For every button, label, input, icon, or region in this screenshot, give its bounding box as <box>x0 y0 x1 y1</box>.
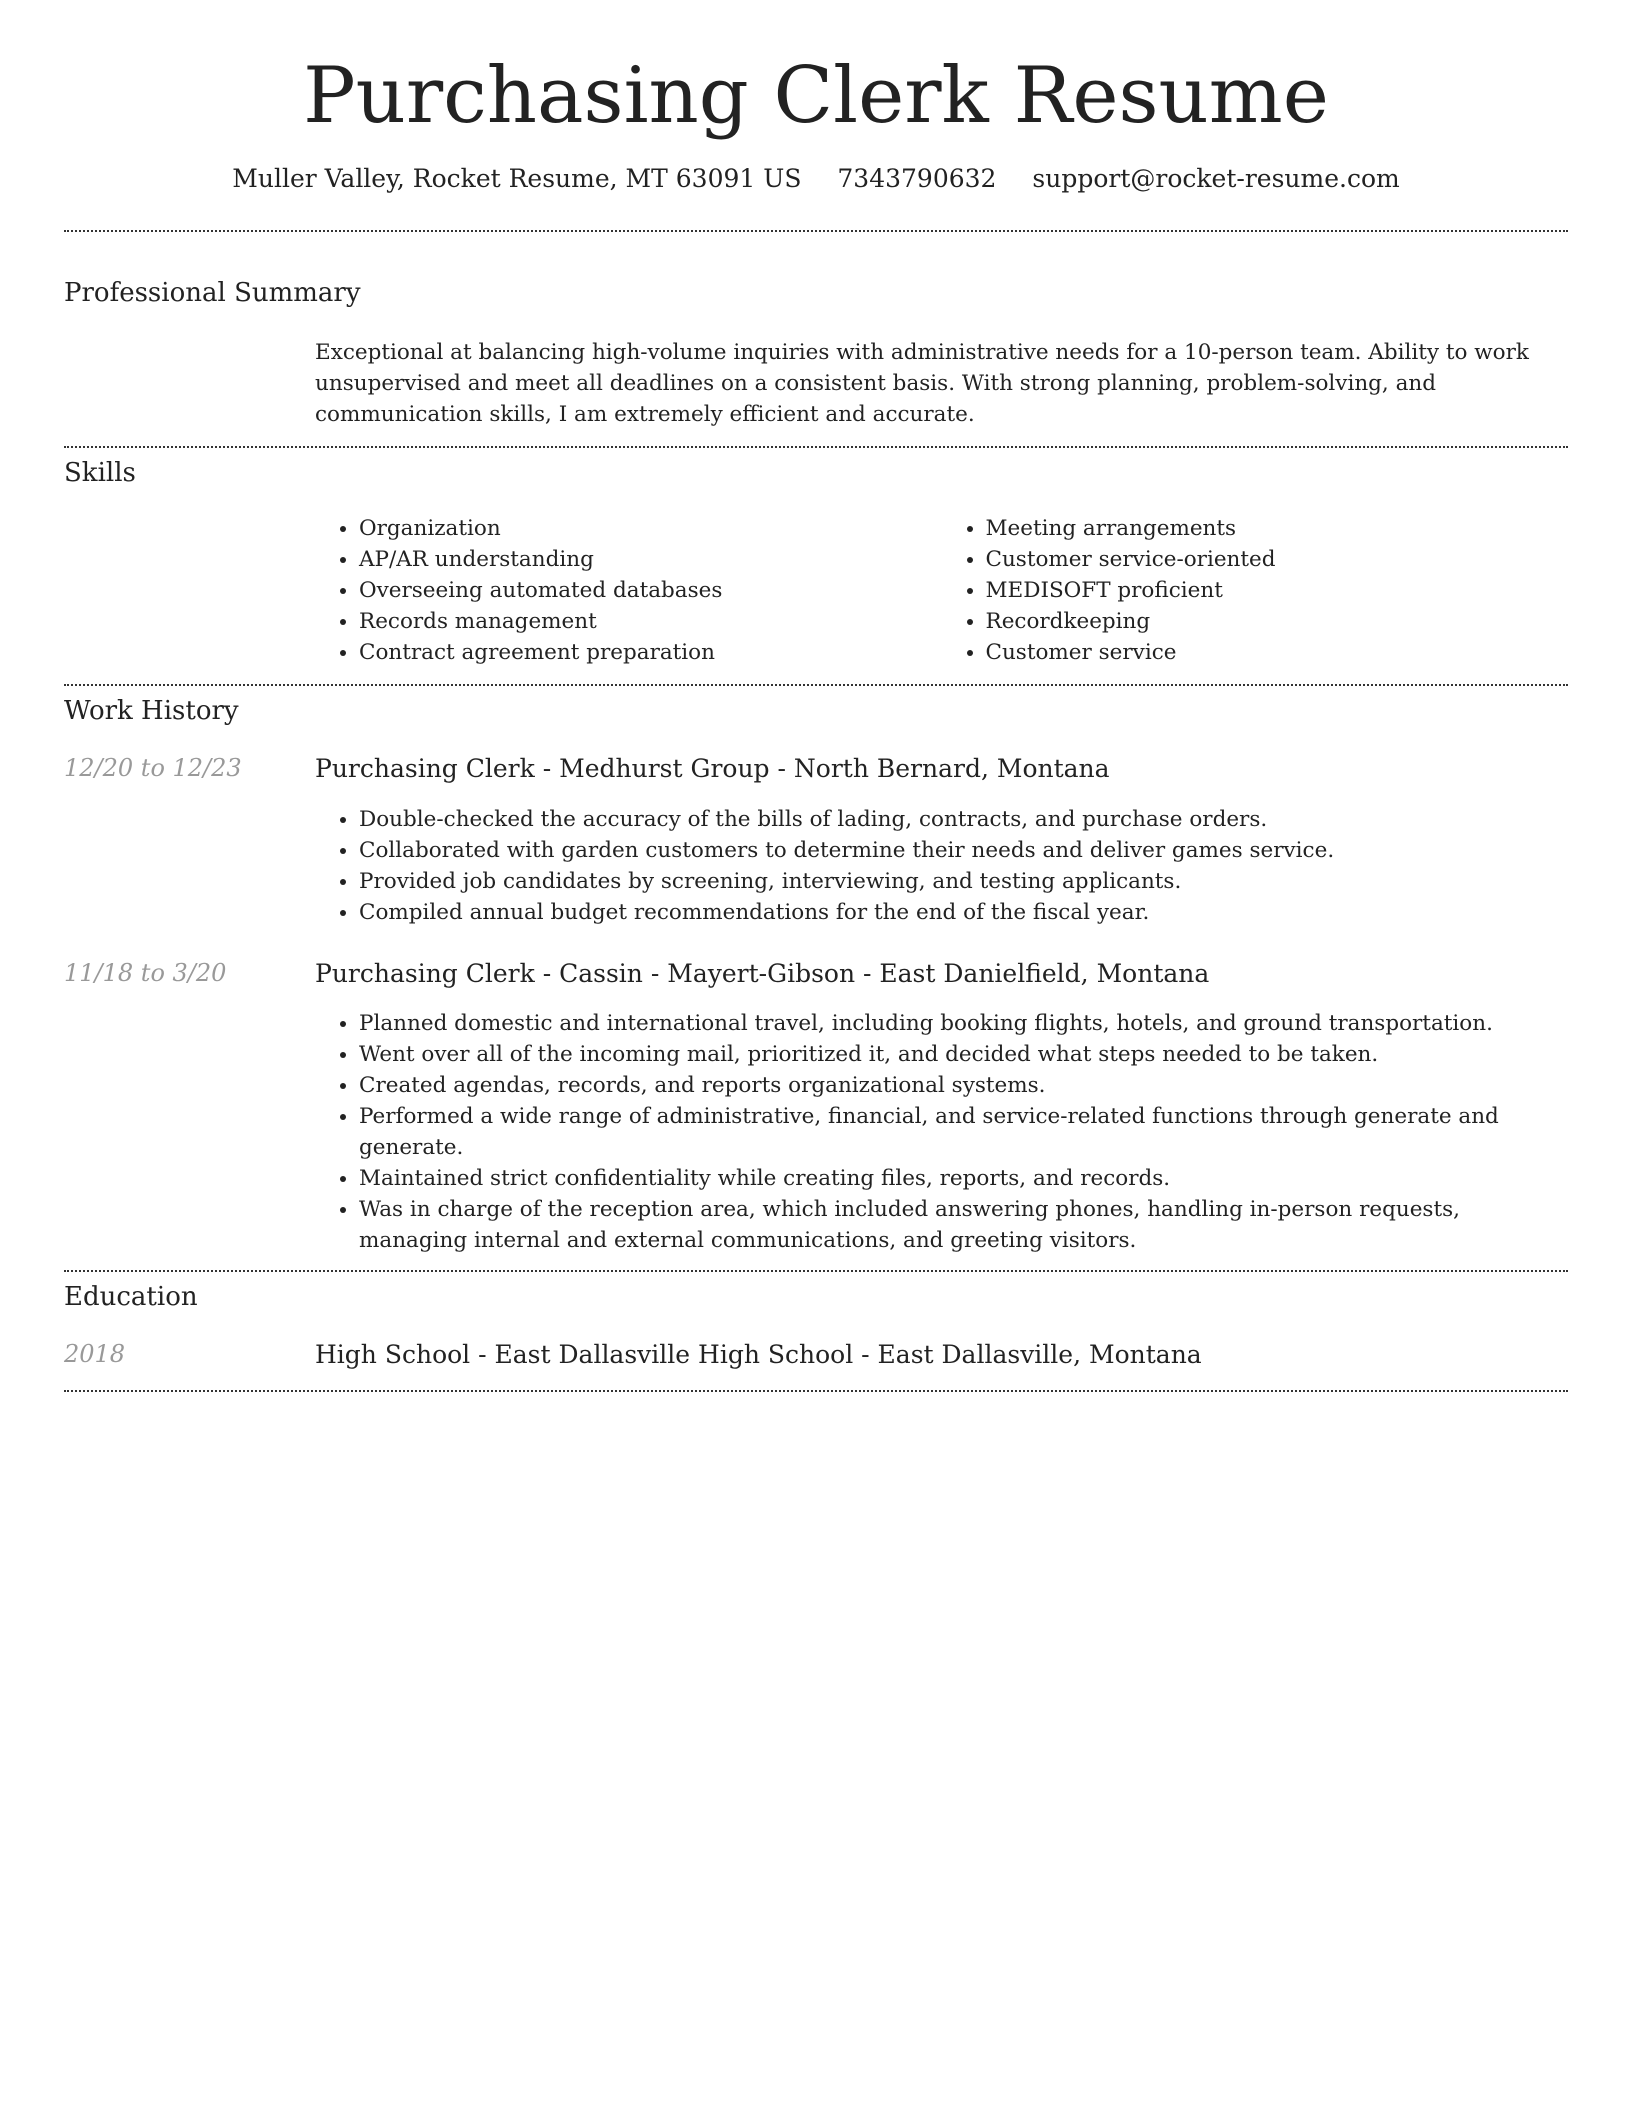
summary-section <box>64 232 1568 446</box>
skills-column-left <box>315 513 942 668</box>
work-history-section <box>64 686 1568 1270</box>
skill-item: • Organization <box>359 513 942 544</box>
resume-title: Purchasing Clerk Resume <box>303 51 1329 141</box>
job-bullet: • Double-checked the accuracy of the bills of lading, contracts, and purchase orders. <box>359 804 1568 835</box>
contact-email: support@rocket-resume.com <box>1032 163 1400 193</box>
resume-header <box>64 0 1568 194</box>
job-bullets <box>315 1008 1568 1256</box>
skill-item: • AP/AR understanding <box>359 544 942 575</box>
job-entry <box>64 958 1568 1257</box>
skill-item: • Recordkeeping <box>986 606 1569 637</box>
education-date: 2018 <box>64 1340 126 1369</box>
job-bullet: • Was in charge of the reception area, which included answering phones, handling in-person requests, managing internal and external communications, and greeting visitors. <box>359 1194 1568 1256</box>
skill-item: • Records management <box>359 606 942 637</box>
job-bullet: • Provided job candidates by screening, interviewing, and testing applicants. <box>359 866 1568 897</box>
skill-item: • MEDISOFT proficient <box>986 575 1569 606</box>
skill-item: • Overseeing automated databases <box>359 575 942 606</box>
work-history-title: Work History <box>64 695 239 726</box>
job-bullet: • Collaborated with garden customers to determine their needs and deliver games service. <box>359 835 1568 866</box>
contact-phone: 7343790632 <box>837 163 997 193</box>
summary-text: Exceptional at balancing high-volume inquiries with administrative needs for a 10-person team. Ability to work unsupervised and meet all deadlines on a consistent basis. With strong planning, problem-solving, and communication skills, I am extremely efficient and accurate. <box>315 339 1529 427</box>
job-body <box>315 958 1568 1257</box>
skill-item: • Customer service <box>986 637 1569 668</box>
job-entry <box>64 753 1568 928</box>
education-degree: High School - East Dallasville High School - East Dallasville, Montana <box>315 1340 1202 1370</box>
skills-title: Skills <box>64 457 136 488</box>
skills-section <box>64 448 1568 684</box>
skills-column-right <box>942 513 1569 668</box>
summary-title: Professional Summary <box>64 277 361 308</box>
job-bullet: • Created agendas, records, and reports organizational systems. <box>359 1070 1568 1101</box>
job-title: Purchasing Clerk - Cassin - Mayert-Gibson - East Danielfield, Montana <box>315 958 1210 988</box>
divider <box>64 1390 1568 1392</box>
job-body <box>315 753 1568 928</box>
education-title: Education <box>64 1282 198 1313</box>
job-bullet: • Maintained strict confidentiality while creating files, reports, and records. <box>359 1163 1568 1194</box>
skill-item: • Customer service-oriented <box>986 544 1569 575</box>
job-title: Purchasing Clerk - Medhurst Group - North Bernard, Montana <box>315 754 1110 784</box>
job-bullet: • Planned domestic and international travel, including booking flights, hotels, and ground transportation. <box>359 1008 1568 1039</box>
job-bullet: • Went over all of the incoming mail, prioritized it, and decided what steps needed to be taken. <box>359 1039 1568 1070</box>
contact-address: Muller Valley, Rocket Resume, MT 63091 US <box>232 163 802 193</box>
job-bullet: • Compiled annual budget recommendations for the end of the fiscal year. <box>359 897 1568 928</box>
job-bullet: • Performed a wide range of administrative, financial, and service-related functions through generate and generate. <box>359 1101 1568 1163</box>
education-section <box>64 1272 1568 1390</box>
skill-item: • Contract agreement preparation <box>359 637 942 668</box>
skill-item: • Meeting arrangements <box>986 513 1569 544</box>
skills-list <box>315 513 1568 668</box>
job-date: 11/18 to 3/20 <box>64 958 227 987</box>
job-bullets <box>315 804 1568 928</box>
education-body <box>315 1339 1568 1372</box>
education-entry <box>64 1339 1568 1372</box>
job-date: 12/20 to 12/23 <box>64 754 242 783</box>
contact-line <box>64 164 1568 194</box>
